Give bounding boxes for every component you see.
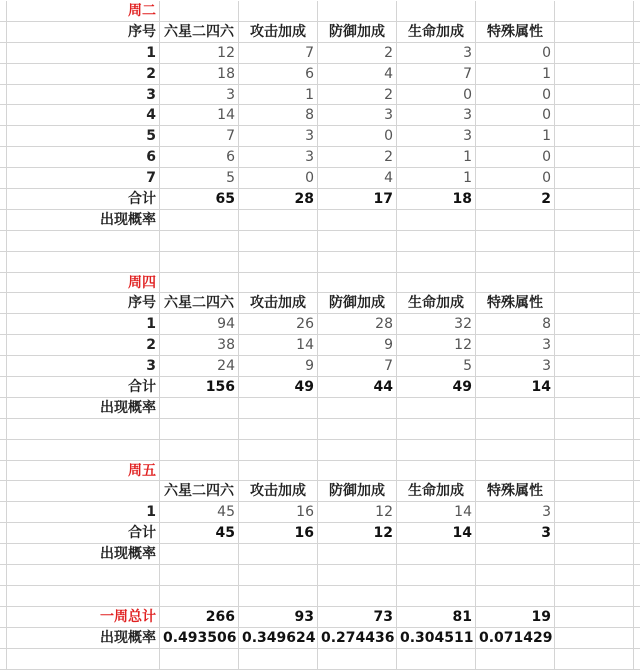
empty-cell[interactable] bbox=[476, 210, 555, 231]
probability-label[interactable]: 出现概率 bbox=[0, 210, 160, 231]
total-label[interactable]: 合计 bbox=[0, 189, 160, 210]
data-cell[interactable]: 32 bbox=[397, 314, 476, 335]
column-header[interactable]: 攻击加成 bbox=[239, 481, 318, 502]
data-cell[interactable]: 7 bbox=[160, 126, 239, 147]
empty-cell[interactable] bbox=[555, 461, 634, 482]
data-cell[interactable]: 1 bbox=[476, 64, 555, 85]
edge-cell bbox=[634, 147, 640, 168]
data-cell[interactable]: 3 bbox=[239, 126, 318, 147]
empty-cell[interactable] bbox=[160, 461, 239, 482]
column-header[interactable]: 特殊属性 bbox=[476, 293, 555, 314]
column-header[interactable]: 生命加成 bbox=[397, 293, 476, 314]
data-cell[interactable]: 2 bbox=[318, 85, 397, 106]
data-cell[interactable]: 12 bbox=[397, 335, 476, 356]
summary-probability-cell[interactable]: 0.274436 bbox=[318, 628, 397, 649]
empty-cell[interactable] bbox=[476, 231, 555, 252]
empty-cell[interactable] bbox=[160, 586, 239, 607]
section-title[interactable]: 周四 bbox=[0, 273, 160, 294]
summary-total-cell[interactable]: 93 bbox=[239, 607, 318, 628]
empty-cell[interactable] bbox=[555, 210, 634, 231]
data-cell[interactable]: 3 bbox=[397, 43, 476, 64]
empty-cell[interactable] bbox=[476, 565, 555, 586]
row-index[interactable]: 3 bbox=[0, 85, 160, 106]
empty-cell[interactable] bbox=[555, 565, 634, 586]
empty-cell[interactable] bbox=[160, 544, 239, 565]
edge-cell bbox=[634, 586, 640, 607]
empty-cell[interactable] bbox=[555, 105, 634, 126]
edge-cell bbox=[634, 64, 640, 85]
empty-cell[interactable] bbox=[239, 398, 318, 419]
edge-cell bbox=[634, 231, 640, 252]
empty-cell[interactable] bbox=[476, 586, 555, 607]
empty-cell[interactable] bbox=[476, 398, 555, 419]
empty-cell[interactable] bbox=[397, 1, 476, 22]
summary-probability-cell[interactable]: 0.304511 bbox=[397, 628, 476, 649]
section-title[interactable]: 周二 bbox=[0, 1, 160, 22]
data-cell[interactable]: 3 bbox=[160, 85, 239, 106]
data-cell[interactable]: 1 bbox=[476, 126, 555, 147]
empty-cell[interactable] bbox=[318, 419, 397, 440]
empty-cell[interactable] bbox=[476, 649, 555, 670]
data-cell[interactable]: 3 bbox=[239, 147, 318, 168]
data-cell[interactable]: 38 bbox=[160, 335, 239, 356]
data-cell[interactable]: 16 bbox=[239, 502, 318, 523]
empty-cell[interactable] bbox=[0, 649, 160, 670]
edge-cell bbox=[634, 461, 640, 482]
empty-cell[interactable] bbox=[397, 273, 476, 294]
data-cell[interactable]: 4 bbox=[318, 64, 397, 85]
empty-cell[interactable] bbox=[555, 398, 634, 419]
data-cell[interactable]: 1 bbox=[397, 168, 476, 189]
data-cell[interactable]: 7 bbox=[318, 356, 397, 377]
empty-cell[interactable] bbox=[555, 252, 634, 273]
empty-cell[interactable] bbox=[318, 398, 397, 419]
data-cell[interactable]: 18 bbox=[160, 64, 239, 85]
empty-cell[interactable] bbox=[555, 314, 634, 335]
row-index[interactable]: 1 bbox=[0, 502, 160, 523]
data-cell[interactable]: 45 bbox=[160, 502, 239, 523]
total-cell[interactable]: 3 bbox=[476, 523, 555, 544]
data-cell[interactable]: 4 bbox=[318, 168, 397, 189]
total-label[interactable]: 合计 bbox=[0, 377, 160, 398]
data-cell[interactable]: 3 bbox=[397, 105, 476, 126]
column-header[interactable]: 特殊属性 bbox=[476, 481, 555, 502]
column-header[interactable]: 六星二四六 bbox=[160, 481, 239, 502]
empty-cell[interactable] bbox=[0, 565, 160, 586]
empty-cell[interactable] bbox=[476, 252, 555, 273]
data-cell[interactable]: 0 bbox=[476, 85, 555, 106]
empty-cell[interactable] bbox=[555, 168, 634, 189]
data-cell[interactable]: 5 bbox=[160, 168, 239, 189]
total-cell[interactable]: 49 bbox=[239, 377, 318, 398]
data-cell[interactable]: 3 bbox=[476, 356, 555, 377]
row-index[interactable]: 5 bbox=[0, 126, 160, 147]
edge-cell bbox=[634, 502, 640, 523]
edge-cell bbox=[634, 252, 640, 273]
empty-cell[interactable] bbox=[318, 565, 397, 586]
row-index[interactable]: 1 bbox=[0, 314, 160, 335]
total-cell[interactable]: 49 bbox=[397, 377, 476, 398]
empty-cell[interactable] bbox=[555, 502, 634, 523]
row-index[interactable]: 1 bbox=[0, 43, 160, 64]
empty-cell[interactable] bbox=[160, 231, 239, 252]
data-cell[interactable]: 12 bbox=[318, 502, 397, 523]
data-cell[interactable]: 6 bbox=[160, 147, 239, 168]
empty-cell[interactable] bbox=[397, 586, 476, 607]
empty-cell[interactable] bbox=[555, 85, 634, 106]
column-header[interactable]: 特殊属性 bbox=[476, 22, 555, 43]
empty-cell[interactable] bbox=[239, 210, 318, 231]
empty-cell[interactable] bbox=[555, 377, 634, 398]
empty-cell[interactable] bbox=[0, 586, 160, 607]
data-cell[interactable]: 24 bbox=[160, 356, 239, 377]
summary-total-cell[interactable]: 266 bbox=[160, 607, 239, 628]
data-cell[interactable]: 0 bbox=[397, 85, 476, 106]
data-cell[interactable]: 1 bbox=[239, 85, 318, 106]
empty-cell[interactable] bbox=[555, 64, 634, 85]
empty-cell[interactable] bbox=[476, 273, 555, 294]
empty-cell[interactable] bbox=[397, 649, 476, 670]
data-cell[interactable]: 3 bbox=[397, 126, 476, 147]
probability-label[interactable]: 出现概率 bbox=[0, 398, 160, 419]
row-index[interactable]: 4 bbox=[0, 105, 160, 126]
data-cell[interactable]: 14 bbox=[239, 335, 318, 356]
empty-cell[interactable] bbox=[239, 565, 318, 586]
empty-cell[interactable] bbox=[160, 398, 239, 419]
empty-cell[interactable] bbox=[555, 147, 634, 168]
empty-cell[interactable] bbox=[318, 461, 397, 482]
edge-cell bbox=[634, 356, 640, 377]
empty-cell[interactable] bbox=[397, 398, 476, 419]
empty-cell[interactable] bbox=[318, 210, 397, 231]
empty-cell[interactable] bbox=[318, 586, 397, 607]
total-cell[interactable]: 17 bbox=[318, 189, 397, 210]
data-cell[interactable]: 0 bbox=[476, 168, 555, 189]
total-cell[interactable]: 65 bbox=[160, 189, 239, 210]
data-cell[interactable]: 9 bbox=[318, 335, 397, 356]
data-cell[interactable]: 3 bbox=[476, 502, 555, 523]
empty-cell[interactable] bbox=[476, 1, 555, 22]
edge-cell bbox=[634, 105, 640, 126]
summary-total-cell[interactable]: 81 bbox=[397, 607, 476, 628]
empty-cell[interactable] bbox=[318, 1, 397, 22]
probability-label[interactable]: 出现概率 bbox=[0, 544, 160, 565]
summary-title[interactable]: 一周总计 bbox=[0, 607, 160, 628]
column-header[interactable]: 攻击加成 bbox=[239, 293, 318, 314]
edge-cell bbox=[634, 22, 640, 43]
edge-cell bbox=[634, 1, 640, 22]
empty-cell[interactable] bbox=[476, 461, 555, 482]
data-cell[interactable]: 28 bbox=[318, 314, 397, 335]
empty-cell[interactable] bbox=[397, 461, 476, 482]
empty-cell[interactable] bbox=[397, 252, 476, 273]
edge-cell bbox=[634, 126, 640, 147]
data-cell[interactable]: 14 bbox=[397, 502, 476, 523]
empty-cell[interactable] bbox=[160, 1, 239, 22]
empty-cell[interactable] bbox=[160, 565, 239, 586]
data-cell[interactable]: 14 bbox=[160, 105, 239, 126]
column-header[interactable]: 防御加成 bbox=[318, 293, 397, 314]
row-index[interactable]: 6 bbox=[0, 147, 160, 168]
edge-cell bbox=[634, 273, 640, 294]
empty-cell[interactable] bbox=[555, 126, 634, 147]
empty-cell[interactable] bbox=[239, 586, 318, 607]
edge-cell bbox=[634, 440, 640, 461]
row-index[interactable]: 3 bbox=[0, 356, 160, 377]
empty-cell[interactable] bbox=[476, 440, 555, 461]
data-cell[interactable]: 2 bbox=[318, 147, 397, 168]
empty-cell[interactable] bbox=[555, 523, 634, 544]
summary-probability-cell[interactable]: 0.493506 bbox=[160, 628, 239, 649]
data-cell[interactable]: 0 bbox=[318, 126, 397, 147]
data-cell[interactable]: 94 bbox=[160, 314, 239, 335]
data-cell[interactable]: 0 bbox=[239, 168, 318, 189]
empty-cell[interactable] bbox=[555, 419, 634, 440]
column-header[interactable]: 防御加成 bbox=[318, 22, 397, 43]
empty-cell[interactable] bbox=[239, 1, 318, 22]
empty-cell[interactable] bbox=[318, 231, 397, 252]
edge-cell bbox=[634, 335, 640, 356]
section-title[interactable]: 周五 bbox=[0, 461, 160, 482]
empty-cell[interactable] bbox=[318, 252, 397, 273]
empty-cell[interactable] bbox=[239, 461, 318, 482]
empty-cell[interactable] bbox=[160, 252, 239, 273]
total-cell[interactable]: 44 bbox=[318, 377, 397, 398]
edge-cell bbox=[634, 481, 640, 502]
total-cell[interactable]: 156 bbox=[160, 377, 239, 398]
data-cell[interactable]: 8 bbox=[239, 105, 318, 126]
edge-cell bbox=[634, 398, 640, 419]
total-cell[interactable]: 16 bbox=[239, 523, 318, 544]
empty-cell[interactable] bbox=[239, 440, 318, 461]
empty-cell[interactable] bbox=[239, 231, 318, 252]
empty-cell[interactable] bbox=[555, 628, 634, 649]
data-cell[interactable]: 9 bbox=[239, 356, 318, 377]
empty-cell[interactable] bbox=[318, 649, 397, 670]
data-cell[interactable]: 5 bbox=[397, 356, 476, 377]
data-cell[interactable]: 0 bbox=[476, 147, 555, 168]
empty-cell[interactable] bbox=[160, 649, 239, 670]
column-header[interactable]: 防御加成 bbox=[318, 481, 397, 502]
data-cell[interactable]: 0 bbox=[476, 43, 555, 64]
empty-cell[interactable] bbox=[555, 607, 634, 628]
edge-cell bbox=[634, 419, 640, 440]
empty-cell[interactable] bbox=[397, 544, 476, 565]
edge-cell bbox=[634, 210, 640, 231]
empty-cell[interactable] bbox=[555, 544, 634, 565]
data-cell[interactable]: 12 bbox=[160, 43, 239, 64]
edge-cell bbox=[634, 377, 640, 398]
empty-cell[interactable] bbox=[555, 649, 634, 670]
empty-cell[interactable] bbox=[397, 231, 476, 252]
empty-cell[interactable] bbox=[476, 544, 555, 565]
empty-cell[interactable] bbox=[555, 335, 634, 356]
empty-cell[interactable] bbox=[397, 210, 476, 231]
column-header[interactable]: 生命加成 bbox=[397, 22, 476, 43]
edge-cell bbox=[634, 565, 640, 586]
empty-cell[interactable] bbox=[160, 273, 239, 294]
empty-cell[interactable] bbox=[397, 419, 476, 440]
edge-cell bbox=[634, 649, 640, 670]
edge-cell bbox=[634, 628, 640, 649]
empty-cell[interactable] bbox=[160, 440, 239, 461]
summary-probability-cell[interactable]: 0.071429 bbox=[476, 628, 555, 649]
total-cell[interactable]: 28 bbox=[239, 189, 318, 210]
empty-cell[interactable] bbox=[555, 1, 634, 22]
total-label[interactable]: 合计 bbox=[0, 523, 160, 544]
empty-cell[interactable] bbox=[239, 544, 318, 565]
empty-cell[interactable] bbox=[555, 586, 634, 607]
total-cell[interactable]: 14 bbox=[397, 523, 476, 544]
summary-total-cell[interactable]: 73 bbox=[318, 607, 397, 628]
empty-cell[interactable] bbox=[555, 356, 634, 377]
data-cell[interactable]: 7 bbox=[397, 64, 476, 85]
summary-probability-label[interactable]: 出现概率 bbox=[0, 628, 160, 649]
column-header[interactable]: 攻击加成 bbox=[239, 22, 318, 43]
empty-cell[interactable] bbox=[0, 252, 160, 273]
empty-cell[interactable] bbox=[555, 293, 634, 314]
empty-cell[interactable] bbox=[555, 231, 634, 252]
empty-cell[interactable] bbox=[239, 419, 318, 440]
empty-cell[interactable] bbox=[318, 544, 397, 565]
empty-cell[interactable] bbox=[555, 440, 634, 461]
column-header[interactable]: 生命加成 bbox=[397, 481, 476, 502]
data-cell[interactable]: 8 bbox=[476, 314, 555, 335]
row-index[interactable]: 7 bbox=[0, 168, 160, 189]
edge-cell bbox=[634, 85, 640, 106]
column-header[interactable]: 六星二四六 bbox=[160, 293, 239, 314]
empty-cell[interactable] bbox=[555, 273, 634, 294]
total-cell[interactable]: 12 bbox=[318, 523, 397, 544]
data-cell[interactable]: 3 bbox=[318, 105, 397, 126]
row-index[interactable]: 2 bbox=[0, 335, 160, 356]
empty-cell[interactable] bbox=[318, 273, 397, 294]
empty-cell[interactable] bbox=[239, 649, 318, 670]
edge-cell bbox=[634, 43, 640, 64]
edge-cell bbox=[634, 314, 640, 335]
data-cell[interactable]: 7 bbox=[239, 43, 318, 64]
empty-cell[interactable] bbox=[160, 210, 239, 231]
total-cell[interactable]: 18 bbox=[397, 189, 476, 210]
edge-cell bbox=[634, 168, 640, 189]
edge-cell bbox=[634, 523, 640, 544]
empty-cell[interactable] bbox=[555, 22, 634, 43]
data-cell[interactable]: 26 bbox=[239, 314, 318, 335]
total-cell[interactable]: 14 bbox=[476, 377, 555, 398]
empty-cell[interactable] bbox=[0, 440, 160, 461]
total-cell[interactable]: 45 bbox=[160, 523, 239, 544]
empty-cell[interactable] bbox=[555, 43, 634, 64]
empty-cell[interactable] bbox=[239, 273, 318, 294]
total-cell[interactable]: 2 bbox=[476, 189, 555, 210]
edge-cell bbox=[634, 189, 640, 210]
data-cell[interactable]: 2 bbox=[318, 43, 397, 64]
edge-cell bbox=[634, 544, 640, 565]
empty-cell[interactable] bbox=[160, 419, 239, 440]
column-header[interactable]: 六星二四六 bbox=[160, 22, 239, 43]
empty-cell[interactable] bbox=[0, 481, 160, 502]
empty-cell[interactable] bbox=[397, 565, 476, 586]
empty-cell[interactable] bbox=[555, 481, 634, 502]
seq-header[interactable]: 序号 bbox=[0, 293, 160, 314]
empty-cell[interactable] bbox=[555, 189, 634, 210]
data-cell[interactable]: 1 bbox=[397, 147, 476, 168]
empty-cell[interactable] bbox=[397, 440, 476, 461]
seq-header[interactable]: 序号 bbox=[0, 22, 160, 43]
empty-cell[interactable] bbox=[0, 419, 160, 440]
edge-cell bbox=[634, 607, 640, 628]
summary-total-cell[interactable]: 19 bbox=[476, 607, 555, 628]
empty-cell[interactable] bbox=[239, 252, 318, 273]
empty-cell[interactable] bbox=[318, 440, 397, 461]
data-cell[interactable]: 3 bbox=[476, 335, 555, 356]
edge-cell bbox=[634, 293, 640, 314]
row-index[interactable]: 2 bbox=[0, 64, 160, 85]
summary-probability-cell[interactable]: 0.349624 bbox=[239, 628, 318, 649]
data-cell[interactable]: 6 bbox=[239, 64, 318, 85]
empty-cell[interactable] bbox=[0, 231, 160, 252]
data-cell[interactable]: 0 bbox=[476, 105, 555, 126]
empty-cell[interactable] bbox=[476, 419, 555, 440]
